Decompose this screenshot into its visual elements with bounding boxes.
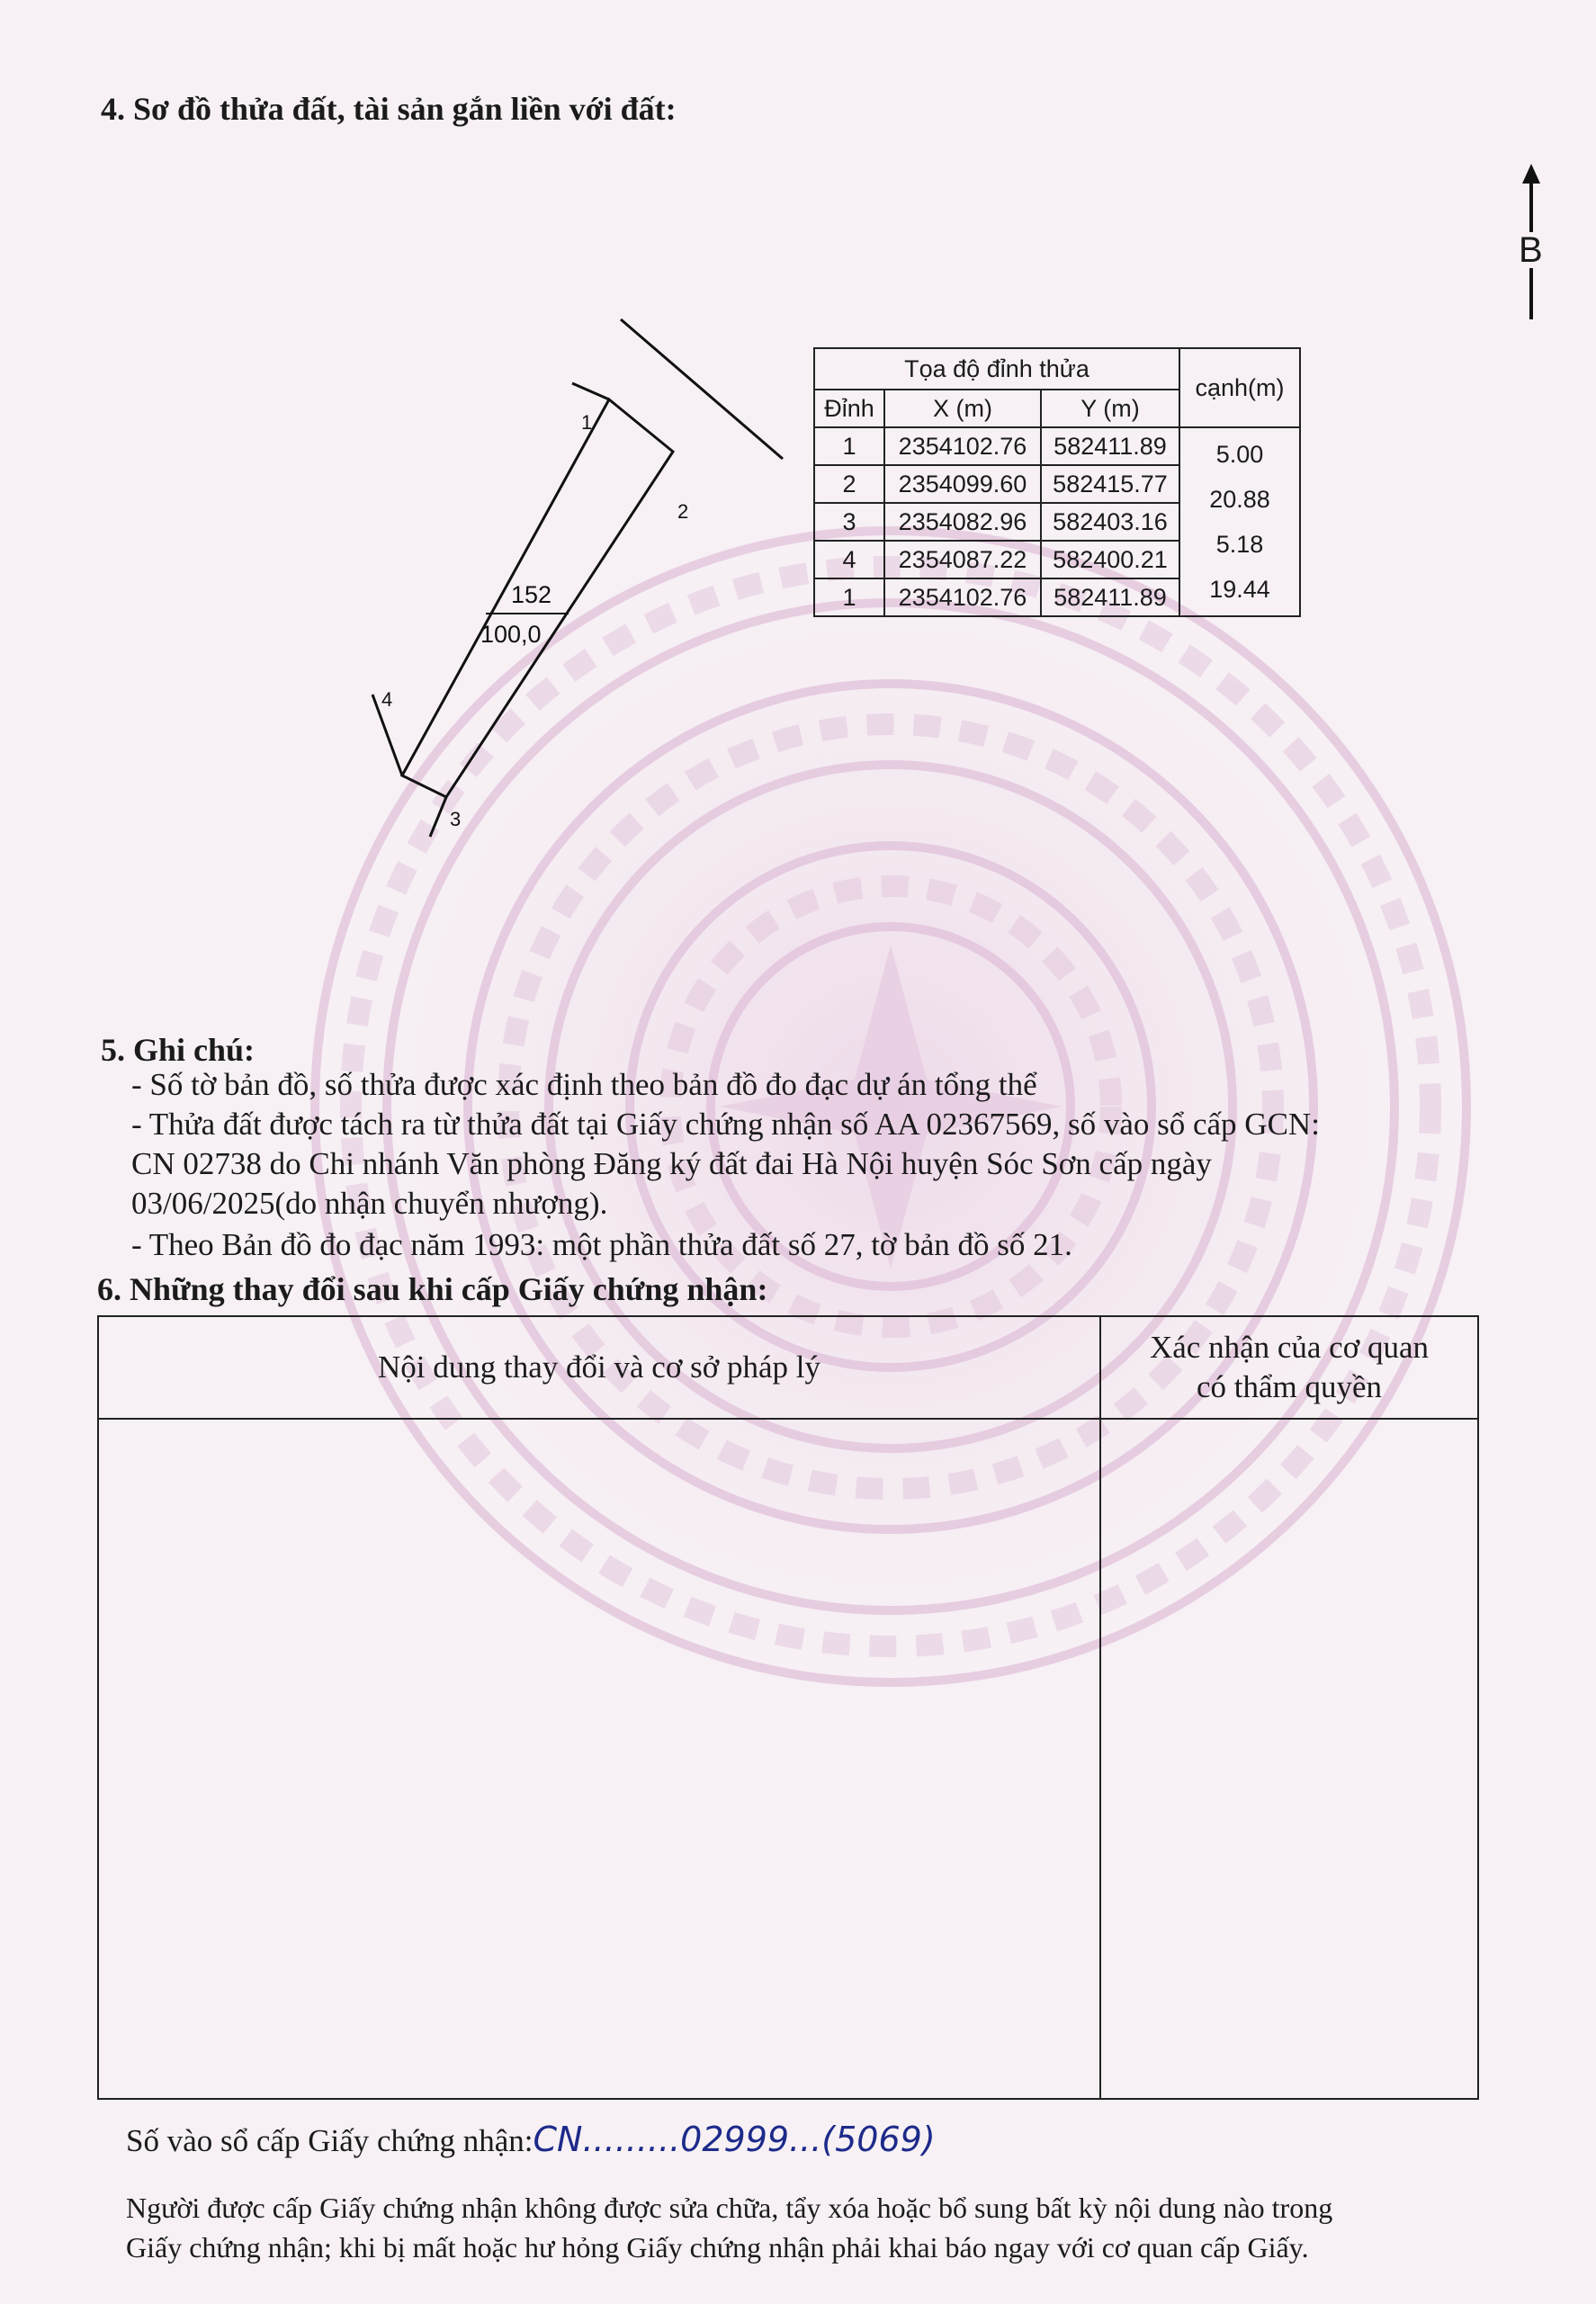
y-header: Y (m) bbox=[1041, 390, 1179, 427]
note-line-1: - Số tờ bản đồ, số thửa được xác định theo bản đồ đo đạc dự án tổng thể bbox=[131, 1067, 1037, 1102]
edge-header: cạnh(m) bbox=[1179, 348, 1300, 427]
table-row: 4 2354087.22 582400.21 bbox=[814, 541, 1300, 578]
note-line-3: CN 02738 do Chi nhánh Văn phòng Đăng ký đất đai Hà Nội huyện Sóc Sơn cấp ngày bbox=[131, 1146, 1212, 1181]
registry-handwritten-number: CN.........02999...(5069) bbox=[533, 2120, 936, 2159]
changes-content-header: Nội dung thay đổi và cơ sở pháp lý bbox=[98, 1316, 1100, 1419]
footer-line-2: Giấy chứng nhận; khi bị mất hoặc hư hỏng Giấy chứng nhận phải khai báo ngay với cơ quan cấp Giấy. bbox=[126, 2231, 1309, 2264]
vertex-header: Đỉnh bbox=[814, 390, 884, 427]
vertex-1-label: 1 bbox=[581, 411, 593, 434]
registry-label: Số vào sổ cấp Giấy chứng nhận: bbox=[126, 2123, 533, 2158]
changes-table bbox=[97, 1315, 1479, 2100]
edge-1-2: 5.00 bbox=[1215, 441, 1264, 468]
table-row: 1 2354102.76 582411.89 bbox=[814, 578, 1300, 616]
parcel-number: 152 bbox=[511, 581, 552, 608]
parcel-sketch bbox=[342, 306, 810, 864]
section-6-title: 6. Những thay đổi sau khi cấp Giấy chứng nhận: bbox=[97, 1271, 768, 1307]
coord-table-title: Tọa độ đỉnh thửa bbox=[814, 348, 1179, 390]
table-row: 2 2354099.60 582415.77 bbox=[814, 465, 1300, 503]
changes-confirm-header: Xác nhận của cơ quan có thẩm quyền bbox=[1100, 1316, 1478, 1419]
road-boundary-line bbox=[621, 319, 783, 459]
table-row: 3 2354082.96 582403.16 bbox=[814, 503, 1300, 541]
edge-lengths bbox=[1179, 427, 1300, 616]
edge-2-3: 20.88 bbox=[1209, 486, 1270, 513]
changes-confirm-cell bbox=[1100, 1419, 1478, 2099]
note-line-2: - Thửa đất được tách ra từ thửa đất tại Giấy chứng nhận số AA 02367569, số vào sổ cấp GCN: bbox=[131, 1107, 1320, 1142]
vertex-3-label: 3 bbox=[450, 808, 462, 830]
footer-line-1: Người được cấp Giấy chứng nhận không được sửa chữa, tẩy xóa hoặc bổ sung bất kỳ nội dung nào trong bbox=[126, 2192, 1333, 2224]
changes-content-cell bbox=[98, 1419, 1100, 2099]
note-line-5: - Theo Bản đồ đo đạc năm 1993: một phần thửa đất số 27, tờ bản đồ số 21. bbox=[131, 1227, 1072, 1262]
note-line-4: 03/06/2025(do nhận chuyển nhượng). bbox=[131, 1186, 608, 1221]
vertex-4-label: 4 bbox=[381, 688, 393, 711]
table-row: 1 2354102.76 582411.89 5.00 20.88 5.18 19.44 bbox=[814, 427, 1300, 465]
coordinate-table bbox=[813, 347, 1301, 617]
section-4-title: 4. Sơ đồ thửa đất, tài sản gắn liền với đất: bbox=[101, 91, 677, 127]
north-label: B bbox=[1519, 230, 1543, 270]
edge-3-4: 5.18 bbox=[1215, 531, 1264, 558]
edge-4-1: 19.44 bbox=[1209, 576, 1270, 603]
x-header: X (m) bbox=[884, 390, 1041, 427]
registry-number-line bbox=[126, 2120, 936, 2159]
parcel-area: 100,0 bbox=[480, 621, 542, 648]
section-5-title: 5. Ghi chú: bbox=[101, 1032, 256, 1068]
vertex-2-label: 2 bbox=[677, 500, 689, 523]
